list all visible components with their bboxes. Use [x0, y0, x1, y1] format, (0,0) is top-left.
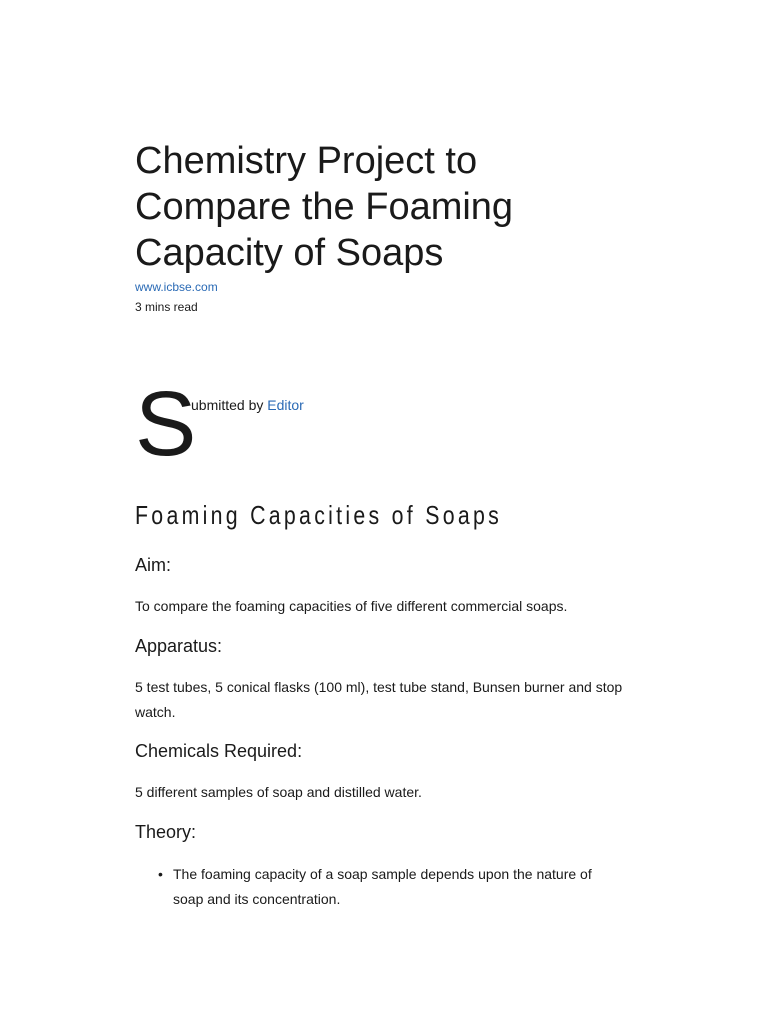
theory-heading: Theory:	[135, 822, 197, 842]
theory-list	[135, 862, 595, 912]
source-link[interactable]: www.icbse.com	[135, 280, 218, 294]
submitted-by-label: ubmitted by	[191, 397, 268, 413]
apparatus-text: 5 test tubes, 5 conical flasks (100 ml), test tube stand, Bunsen burner and stop watch.	[135, 679, 623, 720]
section-title: Foaming Capacities of Soaps	[135, 500, 503, 530]
dropcap-letter: S	[135, 373, 197, 475]
apparatus-heading: Apparatus:	[135, 636, 223, 656]
chemicals-text: 5 different samples of soap and distilled water.	[135, 784, 422, 800]
read-time: 3 mins read	[135, 300, 198, 314]
author-link[interactable]: Editor	[267, 397, 304, 413]
article-title: Chemistry Project to Compare the Foaming Capacity of Soaps	[135, 140, 514, 274]
chemicals-heading: Chemicals Required:	[135, 741, 303, 761]
aim-heading: Aim:	[135, 555, 171, 575]
list-item: • The foaming capacity of a soap sample depends upon the nature of soap and its concentration.	[135, 862, 595, 912]
submitted-by-line	[191, 396, 304, 414]
aim-text: To compare the foaming capacities of five different commercial soaps.	[135, 598, 568, 614]
